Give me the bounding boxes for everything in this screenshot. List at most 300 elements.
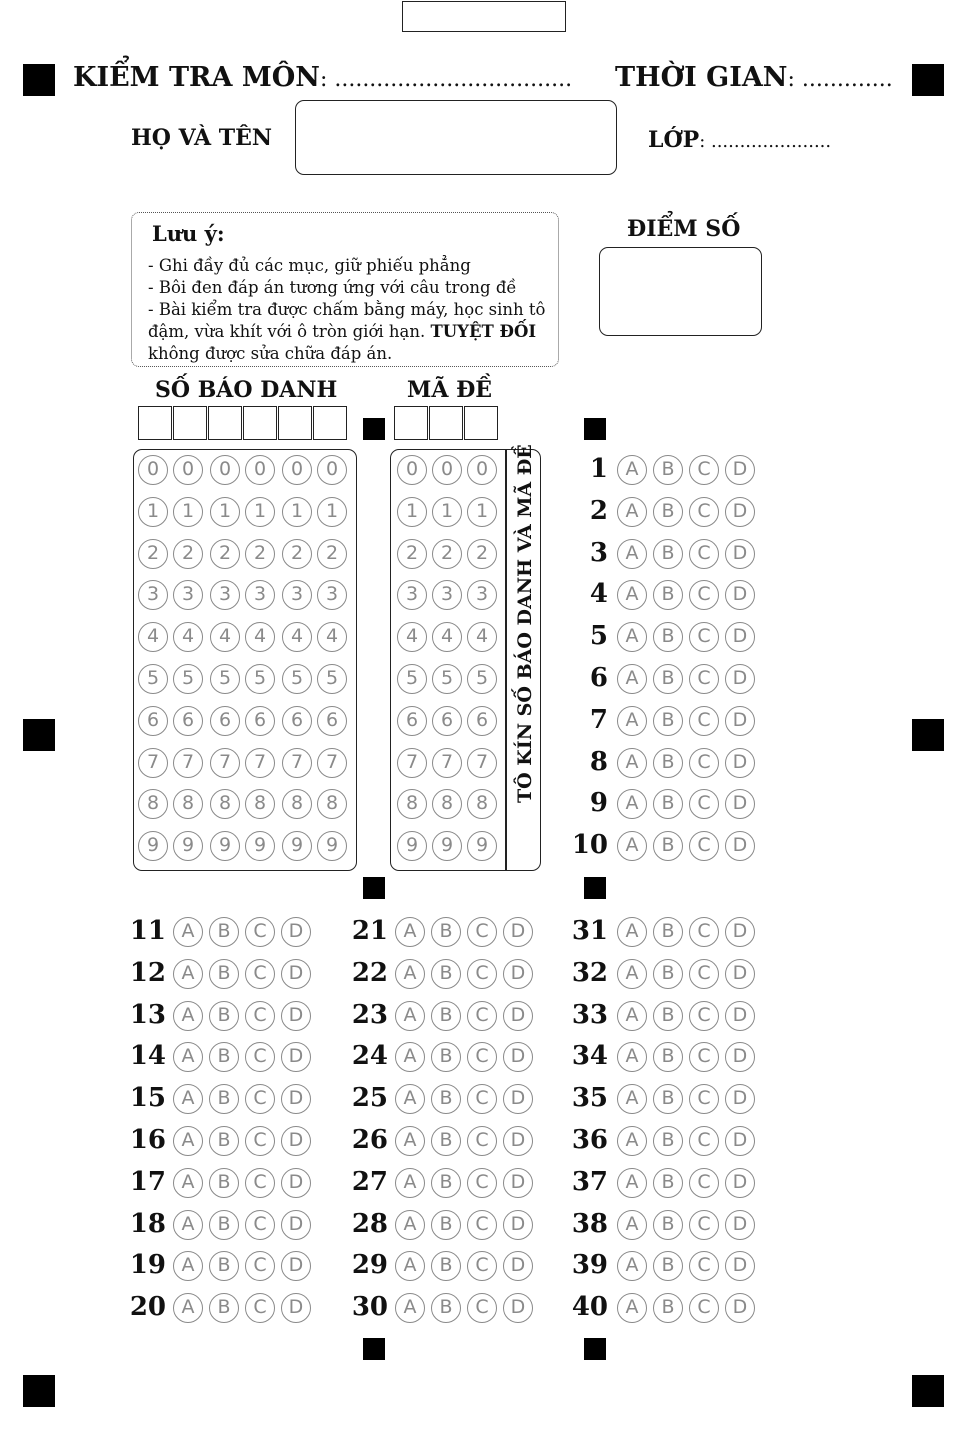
answer-bubble-c[interactable]: C: [467, 959, 497, 989]
answer-bubble-d[interactable]: D: [503, 917, 533, 947]
id-digit-bubble[interactable]: 6: [173, 706, 203, 736]
answer-bubble-b[interactable]: B: [209, 1251, 239, 1281]
answer-bubble-a[interactable]: A: [617, 1126, 647, 1156]
answer-bubble-c[interactable]: C: [689, 748, 719, 778]
answer-bubble-d[interactable]: D: [503, 959, 533, 989]
id-digit-bubble[interactable]: 8: [317, 789, 347, 819]
answer-bubble-d[interactable]: D: [281, 1084, 311, 1114]
registration-marker: [23, 1375, 55, 1407]
id-digit-bubble[interactable]: 4: [210, 622, 240, 652]
answer-bubble-d[interactable]: D: [725, 831, 755, 861]
question-number: 7: [589, 704, 608, 735]
answer-bubble-a[interactable]: A: [617, 1210, 647, 1240]
code-digit-bubble[interactable]: 8: [467, 789, 497, 819]
answer-bubble-c[interactable]: C: [689, 1293, 719, 1323]
answer-bubble-d[interactable]: D: [725, 622, 755, 652]
answer-bubble-b[interactable]: B: [653, 1210, 683, 1240]
answer-bubble-d[interactable]: D: [725, 1042, 755, 1072]
subject-field[interactable]: [73, 62, 572, 93]
code-digit-bubble[interactable]: 2: [397, 539, 427, 569]
answer-bubble-b[interactable]: B: [209, 1001, 239, 1031]
answer-bubble-a[interactable]: A: [173, 1168, 203, 1198]
id-digit-bubble[interactable]: 5: [138, 664, 168, 694]
id-digit-bubble[interactable]: 6: [282, 706, 312, 736]
id-digit-bubble[interactable]: 1: [245, 497, 275, 527]
answer-bubble-c[interactable]: C: [245, 1210, 275, 1240]
answer-bubble-a[interactable]: A: [173, 1084, 203, 1114]
answer-bubble-b[interactable]: B: [653, 748, 683, 778]
answer-bubble-b[interactable]: B: [653, 539, 683, 569]
answer-bubble-c[interactable]: C: [689, 622, 719, 652]
answer-bubble-d[interactable]: D: [281, 959, 311, 989]
answer-bubble-d[interactable]: D: [503, 1293, 533, 1323]
id-cell[interactable]: [138, 406, 172, 440]
class-field[interactable]: [648, 127, 831, 153]
code-digit-bubble[interactable]: 9: [432, 831, 462, 861]
name-input-box[interactable]: [295, 100, 617, 175]
answer-bubble-d[interactable]: D: [725, 455, 755, 485]
answer-bubble-d[interactable]: D: [725, 497, 755, 527]
answer-bubble-d[interactable]: D: [725, 580, 755, 610]
answer-bubble-b[interactable]: B: [431, 959, 461, 989]
answer-bubble-c[interactable]: C: [467, 1042, 497, 1072]
code-digit-bubble[interactable]: 4: [467, 622, 497, 652]
code-digit-bubble[interactable]: 5: [432, 664, 462, 694]
answer-bubble-b[interactable]: B: [653, 1168, 683, 1198]
time-label: THỜI GIAN: [615, 62, 788, 93]
answer-bubble-d[interactable]: D: [725, 664, 755, 694]
answer-bubble-a[interactable]: A: [173, 1251, 203, 1281]
id-digit-bubble[interactable]: 0: [210, 455, 240, 485]
answer-bubble-d[interactable]: D: [281, 1042, 311, 1072]
answer-bubble-b[interactable]: B: [431, 1126, 461, 1156]
answer-bubble-d[interactable]: D: [281, 1168, 311, 1198]
class-label: LỚP: [648, 127, 700, 153]
id-digit-bubble[interactable]: 1: [282, 497, 312, 527]
answer-bubble-c[interactable]: C: [245, 959, 275, 989]
question-number: 35: [571, 1083, 608, 1114]
note-line: [148, 322, 536, 341]
id-digit-bubble[interactable]: 2: [282, 539, 312, 569]
code-digit-bubble[interactable]: 0: [467, 455, 497, 485]
code-digit-bubble[interactable]: 6: [432, 706, 462, 736]
id-digit-bubble[interactable]: 7: [245, 748, 275, 778]
question-number: 22: [351, 957, 388, 988]
answer-bubble-a[interactable]: A: [395, 917, 425, 947]
id-digit-bubble[interactable]: 8: [173, 789, 203, 819]
code-digit-bubble[interactable]: 5: [467, 664, 497, 694]
answer-bubble-a[interactable]: A: [617, 748, 647, 778]
answer-bubble-a[interactable]: A: [617, 1293, 647, 1323]
id-digit-bubble[interactable]: 9: [282, 831, 312, 861]
subject-label: KIỂM TRA MÔN: [73, 62, 320, 93]
answer-bubble-c[interactable]: C: [467, 1084, 497, 1114]
answer-bubble-a[interactable]: A: [617, 1251, 647, 1281]
student-id-cells[interactable]: [138, 406, 348, 440]
answer-bubble-d[interactable]: D: [281, 1126, 311, 1156]
id-digit-bubble[interactable]: 8: [138, 789, 168, 819]
question-number: 17: [129, 1166, 166, 1197]
answer-bubble-c[interactable]: C: [467, 1126, 497, 1156]
answer-bubble-b[interactable]: B: [209, 1293, 239, 1323]
answer-bubble-b[interactable]: B: [431, 917, 461, 947]
registration-marker: [912, 719, 944, 751]
answer-bubble-d[interactable]: D: [725, 1084, 755, 1114]
code-digit-bubble[interactable]: 3: [397, 580, 427, 610]
answer-bubble-d[interactable]: D: [281, 1293, 311, 1323]
answer-bubble-d[interactable]: D: [725, 706, 755, 736]
answer-bubble-c[interactable]: C: [689, 1126, 719, 1156]
answer-bubble-b[interactable]: B: [209, 1210, 239, 1240]
answer-bubble-a[interactable]: A: [395, 959, 425, 989]
id-digit-bubble[interactable]: 4: [245, 622, 275, 652]
id-digit-bubble[interactable]: 4: [173, 622, 203, 652]
answer-bubble-a[interactable]: A: [173, 917, 203, 947]
alignment-square: [584, 1338, 606, 1360]
id-digit-bubble[interactable]: 1: [138, 497, 168, 527]
code-digit-bubble[interactable]: 4: [397, 622, 427, 652]
answer-bubble-a[interactable]: A: [617, 1001, 647, 1031]
code-digit-bubble[interactable]: 0: [432, 455, 462, 485]
answer-bubble-a[interactable]: A: [395, 1210, 425, 1240]
answer-bubble-b[interactable]: B: [209, 959, 239, 989]
code-digit-bubble[interactable]: 7: [397, 748, 427, 778]
id-digit-bubble[interactable]: 7: [210, 748, 240, 778]
answer-bubble-b[interactable]: B: [653, 959, 683, 989]
answer-bubble-b[interactable]: B: [431, 1168, 461, 1198]
answer-bubble-a[interactable]: A: [173, 1126, 203, 1156]
answer-bubble-d[interactable]: D: [725, 1168, 755, 1198]
answer-bubble-a[interactable]: A: [617, 455, 647, 485]
id-cell[interactable]: [243, 406, 277, 440]
answer-bubble-b[interactable]: B: [209, 1042, 239, 1072]
answer-bubble-d[interactable]: D: [503, 1001, 533, 1031]
time-field[interactable]: [615, 62, 893, 93]
code-cell[interactable]: [464, 406, 498, 440]
answer-bubble-c[interactable]: C: [689, 455, 719, 485]
answer-bubble-c[interactable]: C: [689, 664, 719, 694]
id-digit-bubble[interactable]: 0: [245, 455, 275, 485]
answer-bubble-c[interactable]: C: [689, 1084, 719, 1114]
answer-bubble-a[interactable]: A: [173, 1210, 203, 1240]
id-digit-bubble[interactable]: 0: [317, 455, 347, 485]
code-digit-bubble[interactable]: 3: [432, 580, 462, 610]
answer-bubble-b[interactable]: B: [653, 1001, 683, 1031]
answer-bubble-c[interactable]: C: [689, 831, 719, 861]
answer-bubble-b[interactable]: B: [653, 789, 683, 819]
code-digit-bubble[interactable]: 5: [397, 664, 427, 694]
answer-bubble-c[interactable]: C: [689, 917, 719, 947]
id-digit-bubble[interactable]: 0: [173, 455, 203, 485]
id-digit-bubble[interactable]: 6: [210, 706, 240, 736]
code-digit-bubble[interactable]: 2: [467, 539, 497, 569]
id-cell[interactable]: [173, 406, 207, 440]
id-digit-bubble[interactable]: 7: [173, 748, 203, 778]
answer-bubble-a[interactable]: A: [617, 539, 647, 569]
code-digit-bubble[interactable]: 9: [467, 831, 497, 861]
question-number: 24: [351, 1041, 388, 1072]
alignment-square: [584, 877, 606, 899]
id-digit-bubble[interactable]: 3: [173, 580, 203, 610]
id-digit-bubble[interactable]: 1: [173, 497, 203, 527]
answer-bubble-c[interactable]: C: [245, 1126, 275, 1156]
answer-bubble-a[interactable]: A: [617, 706, 647, 736]
answer-bubble-b[interactable]: B: [653, 917, 683, 947]
answer-bubble-c[interactable]: C: [689, 706, 719, 736]
answer-bubble-c[interactable]: C: [689, 1251, 719, 1281]
id-digit-bubble[interactable]: 4: [138, 622, 168, 652]
answer-bubble-b[interactable]: B: [653, 664, 683, 694]
exam-code-label: MÃ ĐỀ: [407, 377, 493, 403]
answer-bubble-c[interactable]: C: [689, 789, 719, 819]
answer-bubble-a[interactable]: A: [173, 1001, 203, 1031]
id-digit-bubble[interactable]: 3: [138, 580, 168, 610]
id-digit-bubble[interactable]: 7: [317, 748, 347, 778]
id-digit-bubble[interactable]: 3: [245, 580, 275, 610]
id-digit-bubble[interactable]: 6: [317, 706, 347, 736]
answer-bubble-b[interactable]: B: [431, 1251, 461, 1281]
answer-bubble-d[interactable]: D: [503, 1084, 533, 1114]
question-number: 39: [571, 1250, 608, 1281]
answer-bubble-c[interactable]: C: [689, 959, 719, 989]
id-digit-bubble[interactable]: 0: [138, 455, 168, 485]
answer-bubble-b[interactable]: B: [653, 706, 683, 736]
answer-bubble-a[interactable]: A: [395, 1168, 425, 1198]
code-digit-bubble[interactable]: 7: [467, 748, 497, 778]
id-digit-bubble[interactable]: 2: [173, 539, 203, 569]
answer-bubble-c[interactable]: C: [689, 497, 719, 527]
answer-bubble-a[interactable]: A: [617, 1084, 647, 1114]
question-number: 37: [571, 1166, 608, 1197]
answer-bubble-a[interactable]: A: [617, 1168, 647, 1198]
answer-bubble-c[interactable]: C: [245, 917, 275, 947]
question-number: 40: [571, 1292, 608, 1323]
answer-bubble-b[interactable]: B: [431, 1210, 461, 1240]
answer-bubble-d[interactable]: D: [503, 1210, 533, 1240]
answer-bubble-b[interactable]: B: [431, 1293, 461, 1323]
answer-bubble-a[interactable]: A: [395, 1293, 425, 1323]
code-digit-bubble[interactable]: 1: [467, 497, 497, 527]
answer-bubble-d[interactable]: D: [503, 1251, 533, 1281]
alignment-square: [584, 418, 606, 440]
answer-bubble-a[interactable]: A: [173, 959, 203, 989]
question-number: 11: [129, 916, 166, 946]
answer-bubble-c[interactable]: C: [689, 1042, 719, 1072]
answer-bubble-d[interactable]: D: [725, 1293, 755, 1323]
id-digit-bubble[interactable]: 1: [317, 497, 347, 527]
answer-bubble-a[interactable]: A: [395, 1042, 425, 1072]
answer-bubble-d[interactable]: D: [503, 1126, 533, 1156]
answer-bubble-a[interactable]: A: [617, 959, 647, 989]
answer-bubble-d[interactable]: D: [725, 789, 755, 819]
code-digit-bubble[interactable]: 1: [432, 497, 462, 527]
id-digit-bubble[interactable]: 2: [138, 539, 168, 569]
answer-bubble-d[interactable]: D: [725, 1251, 755, 1281]
answer-bubble-a[interactable]: A: [617, 917, 647, 947]
code-cell[interactable]: [394, 406, 428, 440]
id-digit-bubble[interactable]: 5: [210, 664, 240, 694]
answer-bubble-d[interactable]: D: [281, 1001, 311, 1031]
answer-bubble-d[interactable]: D: [281, 1251, 311, 1281]
answer-bubble-b[interactable]: B: [209, 1084, 239, 1114]
code-digit-bubble[interactable]: 6: [467, 706, 497, 736]
answer-bubble-c[interactable]: C: [467, 1001, 497, 1031]
answer-bubble-a[interactable]: A: [617, 789, 647, 819]
answer-bubble-a[interactable]: A: [173, 1042, 203, 1072]
answer-bubble-c[interactable]: C: [245, 1293, 275, 1323]
answer-bubble-b[interactable]: B: [653, 622, 683, 652]
answer-bubble-a[interactable]: A: [395, 1126, 425, 1156]
answer-bubble-c[interactable]: C: [689, 580, 719, 610]
answer-bubble-d[interactable]: D: [725, 917, 755, 947]
answer-bubble-b[interactable]: B: [431, 1084, 461, 1114]
code-cell[interactable]: [429, 406, 463, 440]
answer-bubble-b[interactable]: B: [431, 1001, 461, 1031]
code-digit-bubble[interactable]: 8: [432, 789, 462, 819]
question-number: 29: [351, 1250, 388, 1281]
registration-marker: [912, 1375, 944, 1407]
id-digit-bubble[interactable]: 3: [282, 580, 312, 610]
answer-bubble-a[interactable]: A: [395, 1001, 425, 1031]
answer-bubble-c[interactable]: C: [689, 1168, 719, 1198]
id-digit-bubble[interactable]: 0: [282, 455, 312, 485]
question-number: 26: [351, 1125, 388, 1155]
answer-bubble-c[interactable]: C: [245, 1168, 275, 1198]
id-digit-bubble[interactable]: 9: [317, 831, 347, 861]
id-digit-bubble[interactable]: 9: [210, 831, 240, 861]
code-digit-bubble[interactable]: 8: [397, 789, 427, 819]
id-digit-bubble[interactable]: 6: [138, 706, 168, 736]
id-digit-bubble[interactable]: 9: [245, 831, 275, 861]
id-digit-bubble[interactable]: 2: [210, 539, 240, 569]
answer-bubble-b[interactable]: B: [653, 1042, 683, 1072]
question-number: 33: [571, 999, 608, 1030]
top-code-box: [402, 1, 566, 32]
id-digit-bubble[interactable]: 6: [245, 706, 275, 736]
id-digit-bubble[interactable]: 7: [138, 748, 168, 778]
registration-marker: [912, 64, 944, 96]
answer-bubble-b[interactable]: B: [653, 1126, 683, 1156]
id-digit-bubble[interactable]: 4: [282, 622, 312, 652]
answer-bubble-c[interactable]: C: [689, 1210, 719, 1240]
code-digit-bubble[interactable]: 0: [397, 455, 427, 485]
answer-bubble-c[interactable]: C: [689, 1001, 719, 1031]
id-digit-bubble[interactable]: 3: [210, 580, 240, 610]
code-digit-bubble[interactable]: 9: [397, 831, 427, 861]
id-digit-bubble[interactable]: 3: [317, 580, 347, 610]
answer-bubble-d[interactable]: D: [503, 1168, 533, 1198]
answer-bubble-b[interactable]: B: [209, 917, 239, 947]
id-digit-bubble[interactable]: 9: [138, 831, 168, 861]
id-digit-bubble[interactable]: 8: [245, 789, 275, 819]
answer-bubble-b[interactable]: B: [653, 455, 683, 485]
answer-bubble-d[interactable]: D: [281, 917, 311, 947]
answer-bubble-b[interactable]: B: [653, 497, 683, 527]
question-number: 28: [351, 1208, 388, 1239]
code-digit-bubble[interactable]: 4: [432, 622, 462, 652]
answer-bubble-d[interactable]: D: [725, 1126, 755, 1156]
answer-bubble-a[interactable]: A: [395, 1084, 425, 1114]
id-cell[interactable]: [278, 406, 312, 440]
notes-box: [131, 212, 559, 367]
question-number: 25: [351, 1083, 388, 1114]
answer-bubble-c[interactable]: C: [245, 1251, 275, 1281]
exam-code-cells[interactable]: [394, 406, 499, 440]
answer-bubble-b[interactable]: B: [209, 1126, 239, 1156]
score-box: [599, 247, 762, 336]
answer-bubble-b[interactable]: B: [653, 1251, 683, 1281]
code-digit-bubble[interactable]: 6: [397, 706, 427, 736]
answer-bubble-b[interactable]: B: [209, 1168, 239, 1198]
id-digit-bubble[interactable]: 2: [317, 539, 347, 569]
answer-bubble-d[interactable]: D: [725, 1210, 755, 1240]
answer-bubble-c[interactable]: C: [467, 1293, 497, 1323]
code-digit-bubble[interactable]: 2: [432, 539, 462, 569]
time-dots: : .............: [787, 67, 893, 92]
id-cell[interactable]: [313, 406, 347, 440]
answer-bubble-c[interactable]: C: [467, 1251, 497, 1281]
answer-bubble-a[interactable]: A: [617, 497, 647, 527]
id-digit-bubble[interactable]: 8: [210, 789, 240, 819]
answer-bubble-d[interactable]: D: [725, 1001, 755, 1031]
id-digit-bubble[interactable]: 9: [173, 831, 203, 861]
answer-bubble-d[interactable]: D: [725, 539, 755, 569]
answer-bubble-c[interactable]: C: [245, 1001, 275, 1031]
answer-bubble-a[interactable]: A: [617, 1042, 647, 1072]
answer-bubble-b[interactable]: B: [653, 831, 683, 861]
answer-bubble-a[interactable]: A: [173, 1293, 203, 1323]
id-digit-bubble[interactable]: 2: [245, 539, 275, 569]
answer-bubble-c[interactable]: C: [245, 1084, 275, 1114]
id-cell[interactable]: [208, 406, 242, 440]
id-digit-bubble[interactable]: 5: [317, 664, 347, 694]
id-digit-bubble[interactable]: 7: [282, 748, 312, 778]
question-number: 13: [129, 999, 166, 1030]
answer-bubble-c[interactable]: C: [245, 1042, 275, 1072]
id-digit-bubble[interactable]: 5: [245, 664, 275, 694]
answer-bubble-a[interactable]: A: [617, 622, 647, 652]
answer-bubble-d[interactable]: D: [725, 959, 755, 989]
answer-bubble-a[interactable]: A: [617, 580, 647, 610]
id-digit-bubble[interactable]: 8: [282, 789, 312, 819]
answer-bubble-b[interactable]: B: [653, 580, 683, 610]
answer-bubble-d[interactable]: D: [281, 1210, 311, 1240]
answer-bubble-b[interactable]: B: [653, 1293, 683, 1323]
id-digit-bubble[interactable]: 4: [317, 622, 347, 652]
answer-bubble-a[interactable]: A: [617, 664, 647, 694]
answer-bubble-b[interactable]: B: [431, 1042, 461, 1072]
code-digit-bubble[interactable]: 7: [432, 748, 462, 778]
question-number: 14: [129, 1041, 166, 1072]
answer-bubble-a[interactable]: A: [617, 831, 647, 861]
code-digit-bubble[interactable]: 1: [397, 497, 427, 527]
code-digit-bubble[interactable]: 3: [467, 580, 497, 610]
id-digit-bubble[interactable]: 1: [210, 497, 240, 527]
answer-bubble-d[interactable]: D: [725, 748, 755, 778]
answer-bubble-d[interactable]: D: [503, 1042, 533, 1072]
answer-bubble-c[interactable]: C: [467, 917, 497, 947]
answer-bubble-c[interactable]: C: [467, 1210, 497, 1240]
question-number: 16: [129, 1125, 166, 1155]
id-digit-bubble[interactable]: 5: [173, 664, 203, 694]
answer-bubble-a[interactable]: A: [395, 1251, 425, 1281]
answer-bubble-c[interactable]: C: [467, 1168, 497, 1198]
id-digit-bubble[interactable]: 5: [282, 664, 312, 694]
answer-bubble-c[interactable]: C: [689, 539, 719, 569]
question-number: 3: [589, 537, 608, 568]
answer-bubble-b[interactable]: B: [653, 1084, 683, 1114]
question-number: 8: [589, 746, 608, 777]
